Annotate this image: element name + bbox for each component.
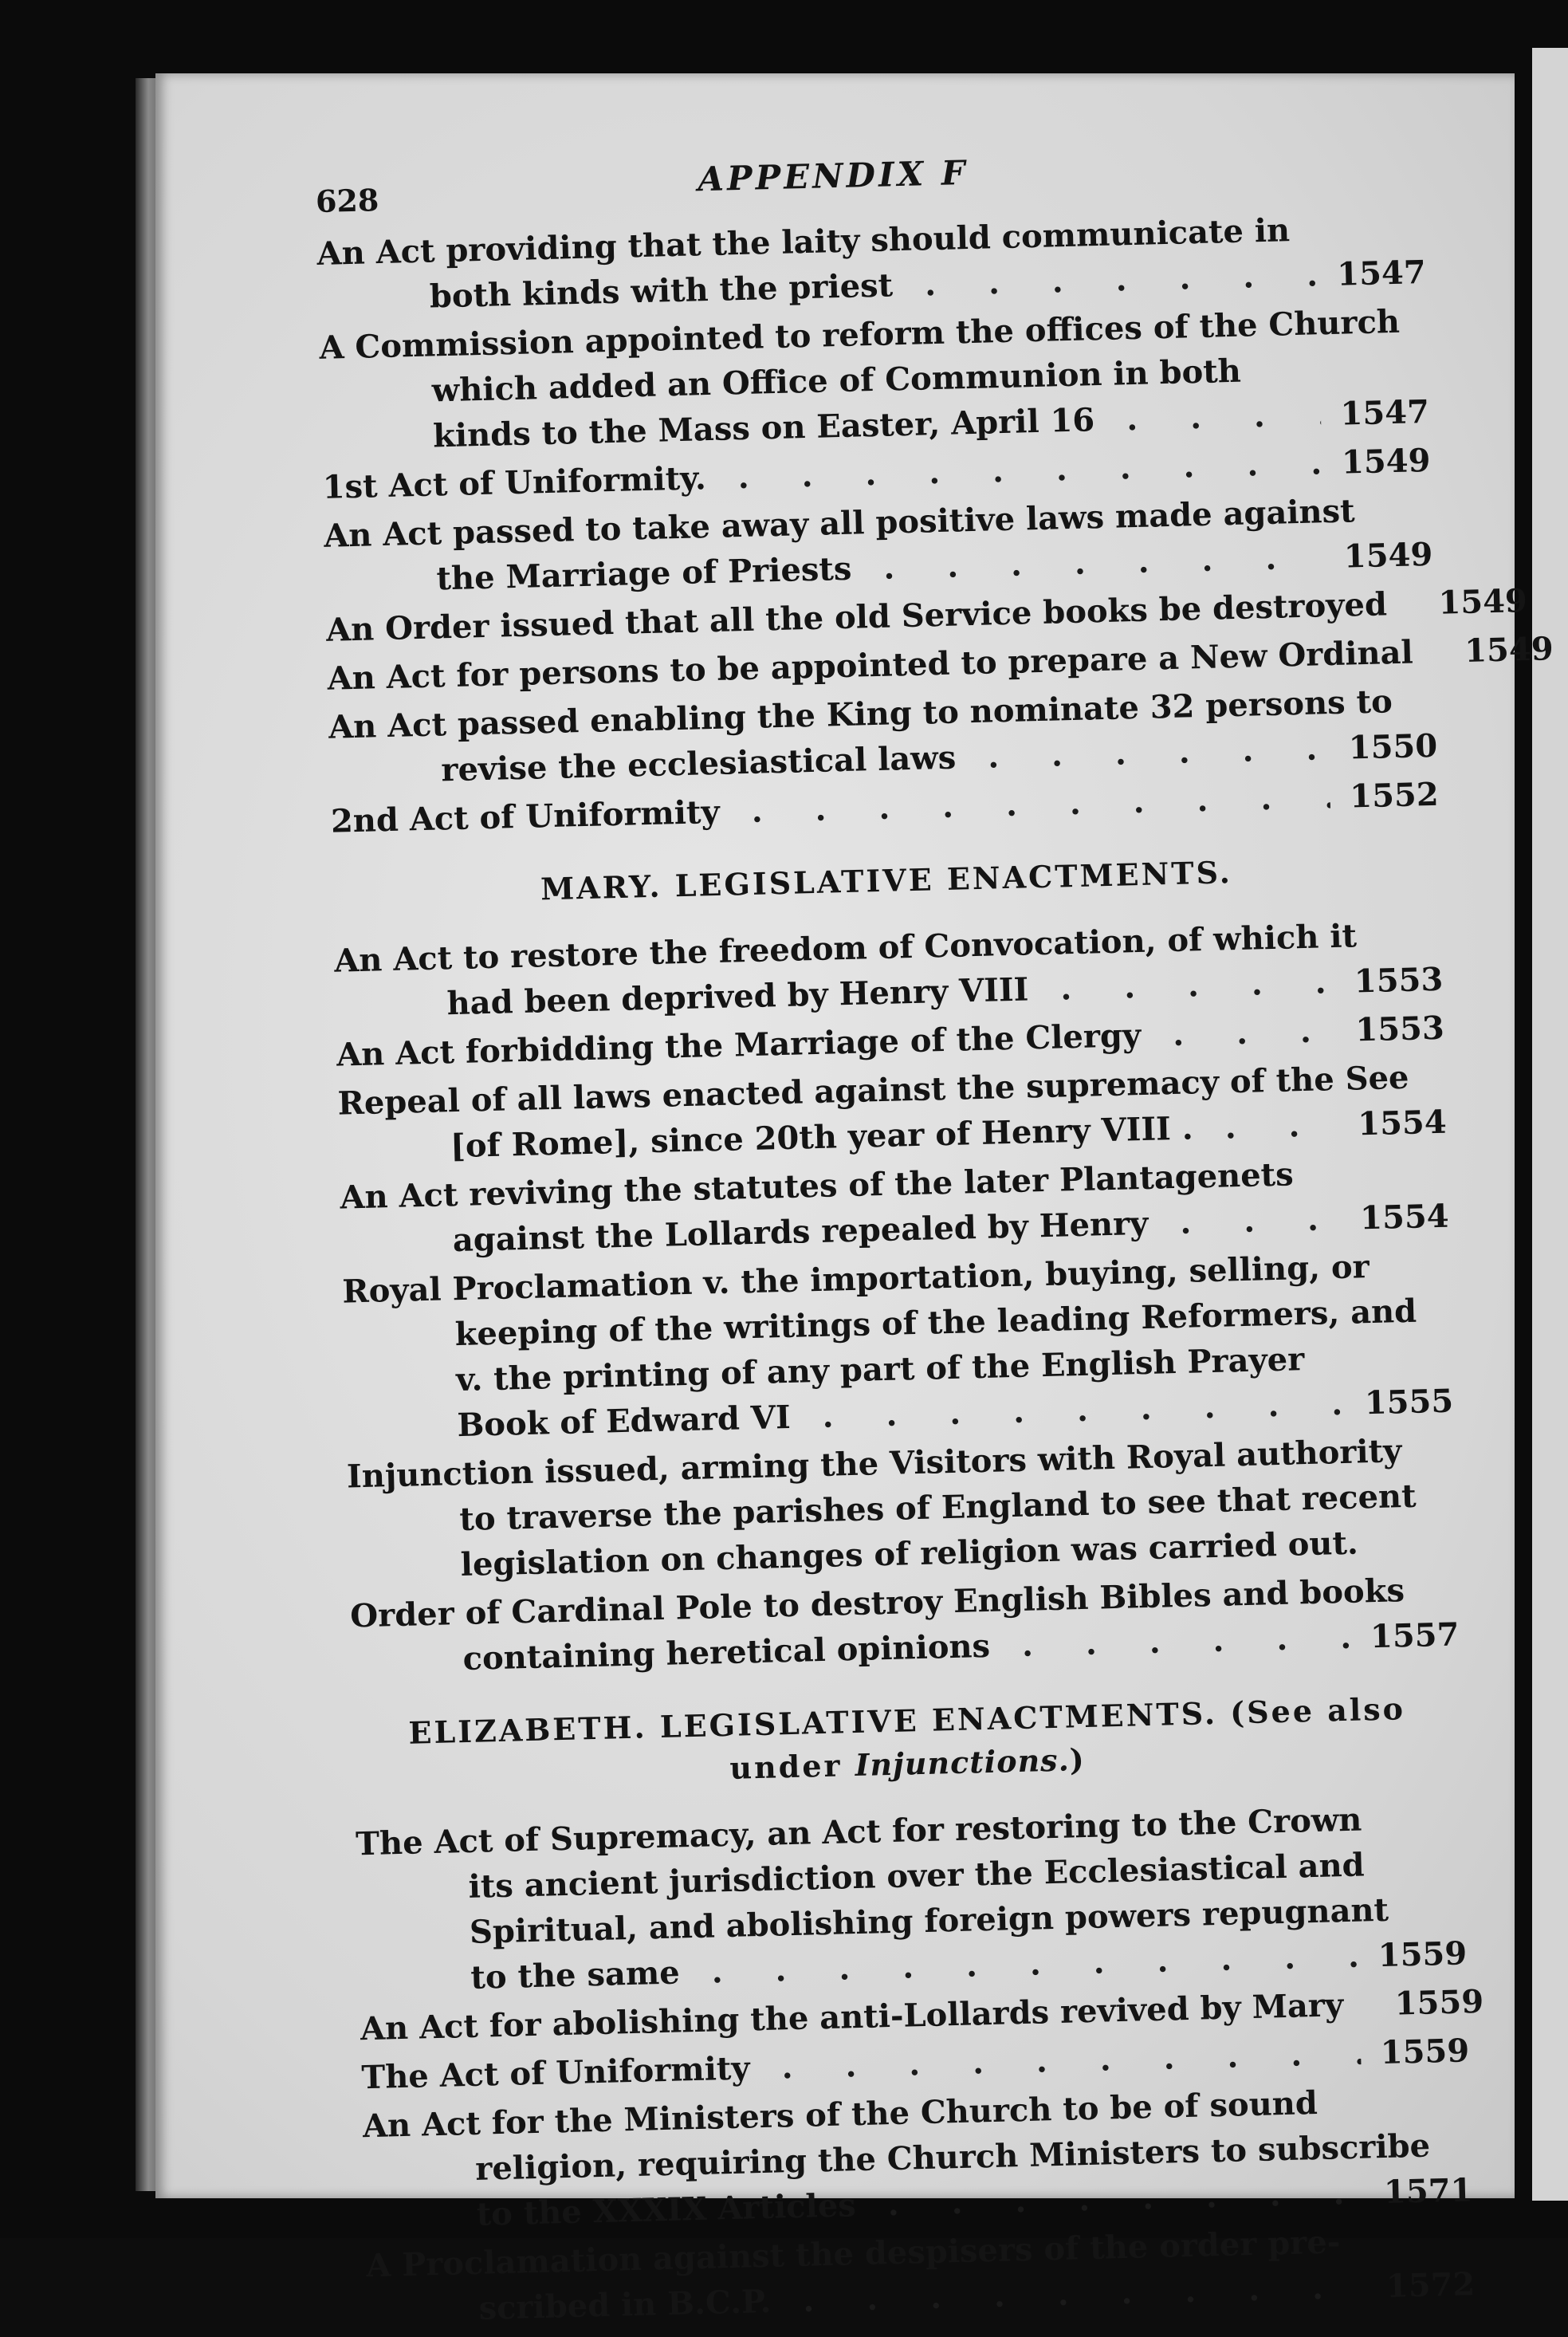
entry-text: Order of Cardinal Pole to destroy English Bibles and books bbox=[349, 1572, 1405, 1635]
entry-year: 1549 bbox=[1341, 441, 1431, 482]
entry-year: 1549 bbox=[1464, 630, 1554, 670]
leader-dots bbox=[989, 1615, 1351, 1669]
leader-dots bbox=[1386, 580, 1419, 627]
leader-dots bbox=[1094, 391, 1321, 443]
entry-year: 1557 bbox=[1370, 1615, 1460, 1656]
entry-text: containing heretical opinions bbox=[462, 1627, 991, 1678]
entry-year: 1554 bbox=[1359, 1197, 1450, 1237]
entry-text: 2nd Act of Uniformity bbox=[330, 793, 721, 840]
entry-text: against the Lollards repealed by Henry bbox=[452, 1204, 1149, 1260]
entry bbox=[356, 1794, 1468, 2003]
entry-text: An Act passed to take away all positive laws made against bbox=[323, 492, 1356, 555]
entry-year: 1571 bbox=[1383, 2171, 1473, 2211]
elizabeth-heading-close: ) bbox=[1069, 1741, 1087, 1778]
entry-text: which added an Office of Communion in both bbox=[431, 352, 1242, 410]
entry-text: to traverse the parishes of England to see that recent bbox=[458, 1477, 1417, 1539]
leader-dots bbox=[1140, 1008, 1336, 1058]
entry-year: 1553 bbox=[1354, 1009, 1445, 1049]
entry-text: An Order issued that all the old Service books be destroyed bbox=[325, 585, 1388, 649]
entry-text: The Act of Uniformity bbox=[360, 2049, 751, 2097]
entry-text: A Commission appointed to reform the offices of the Church bbox=[318, 302, 1401, 367]
entry-text: Book of Edward VI bbox=[456, 1398, 792, 1445]
entry-text: kinds to the Mass on Easter, April 16 bbox=[432, 401, 1095, 455]
entry-year: 1552 bbox=[1349, 775, 1440, 816]
entry-year: 1549 bbox=[1343, 535, 1433, 576]
entry-year: 1554 bbox=[1357, 1103, 1448, 1143]
entry-year: 1550 bbox=[1348, 726, 1438, 767]
entry-text: the Marriage of Priests bbox=[436, 549, 852, 598]
entry-text: An Act forbidding the Marriage of the Clergy bbox=[336, 1017, 1142, 1074]
running-head: APPENDIX F bbox=[697, 152, 969, 199]
entry-text: 1st Act of Uniformity. bbox=[322, 459, 707, 506]
leader-dots bbox=[955, 726, 1329, 780]
leader-dots bbox=[1148, 1196, 1342, 1246]
entry-text: Injunction issued, arming the Visitors with Royal authority bbox=[346, 1432, 1402, 1496]
leader-dots bbox=[892, 252, 1318, 308]
entry-text: An Act reviving the statutes of the later Plantagenets bbox=[339, 1155, 1295, 1217]
entry-text: scribed in B.C.P. bbox=[478, 2282, 772, 2327]
entry-year: 1549 bbox=[1437, 582, 1528, 622]
elizabeth-heading-under: under bbox=[729, 1747, 856, 1786]
entry-text: v. the printing of any part of the English Prayer bbox=[455, 1340, 1305, 1399]
page-number: 628 bbox=[315, 182, 379, 219]
entry bbox=[346, 1427, 1457, 1591]
entry-text: religion, requiring the Church Ministers to subscribe bbox=[474, 2127, 1431, 2188]
entry-text: An Act passed enabling the King to nominate 32 persons to bbox=[328, 683, 1393, 746]
entry-text: A Proclamation against the despisers of the order pre- bbox=[365, 2223, 1341, 2285]
entry-text: Spiritual, and abolishing foreign powers repugnant bbox=[469, 1890, 1389, 1951]
entry bbox=[362, 2076, 1473, 2240]
entry-year: 1553 bbox=[1354, 960, 1444, 1001]
leader-dots bbox=[1193, 1102, 1338, 1151]
elizabeth-heading bbox=[352, 1686, 1462, 1799]
entry-text: to the same bbox=[470, 1953, 681, 1997]
entry-text: An Act for abolishing the anti-Lollards revived by Mary bbox=[360, 1986, 1344, 2048]
entry-text: both kinds with the priest bbox=[429, 266, 894, 316]
entry-text: An Act for persons to be appointed to prepare a New Ordinal bbox=[327, 633, 1414, 698]
entry-text: [of Rome], since 20th year of Henry VIII . bbox=[450, 1109, 1194, 1166]
entry bbox=[319, 298, 1430, 462]
elizabeth-heading-main: ELIZABETH. LEGISLATIVE ENACTMENTS. (See also bbox=[408, 1690, 1406, 1751]
leader-dots bbox=[1413, 629, 1445, 675]
mary-heading: MARY. LEGISLATIVE ENACTMENTS. bbox=[540, 854, 1233, 907]
entry-text: An Act to restore the freedom of Convocation, of which it bbox=[333, 917, 1358, 980]
entry-text: its ancient jurisdiction over the Ecclesiastical and bbox=[468, 1846, 1366, 1906]
entry-year: 1559 bbox=[1377, 1934, 1468, 1975]
entry-text: to the XXXIX Articles bbox=[476, 2186, 857, 2233]
mary-entries bbox=[334, 911, 1460, 1685]
elizabeth-entries bbox=[355, 1794, 1484, 2334]
entry-year: 1559 bbox=[1380, 2032, 1470, 2072]
elizabeth-heading-italic: Injunctions. bbox=[855, 1741, 1071, 1784]
page-text bbox=[315, 142, 1554, 2337]
entry-text: An Act for the Ministers of the Church to be of sound bbox=[362, 2084, 1318, 2146]
leader-dots bbox=[1028, 959, 1335, 1012]
entry bbox=[342, 1242, 1454, 1451]
entry-text: legislation on changes of religion was carried out. bbox=[460, 1524, 1359, 1584]
entry-text: keeping of the writings of the leading Reformers, and bbox=[454, 1292, 1417, 1354]
entry-text: revise the ecclesiastical laws bbox=[440, 738, 957, 789]
facing-page-edge bbox=[1532, 48, 1568, 2201]
edward-entries bbox=[316, 204, 1554, 844]
entry-year: 1555 bbox=[1364, 1382, 1454, 1422]
entry-text: Royal Proclamation v. the importation, buying, selling, or bbox=[341, 1248, 1370, 1311]
entry-year: 1547 bbox=[1339, 392, 1430, 433]
entry-year: 1572 bbox=[1385, 2265, 1476, 2305]
entry-year: 1547 bbox=[1336, 253, 1427, 293]
entry-text: Repeal of all laws enacted against the supremacy of the See bbox=[337, 1058, 1409, 1123]
leader-dots bbox=[1342, 1981, 1375, 2028]
entry-text: The Act of Supremacy, an Act for restoring to the Crown bbox=[355, 1800, 1362, 1863]
entry-text: An Act providing that the laity should communicate in bbox=[316, 211, 1291, 273]
entry-year: 1559 bbox=[1394, 1982, 1484, 2023]
entry-text: had been deprived by Henry VIII bbox=[446, 970, 1029, 1023]
